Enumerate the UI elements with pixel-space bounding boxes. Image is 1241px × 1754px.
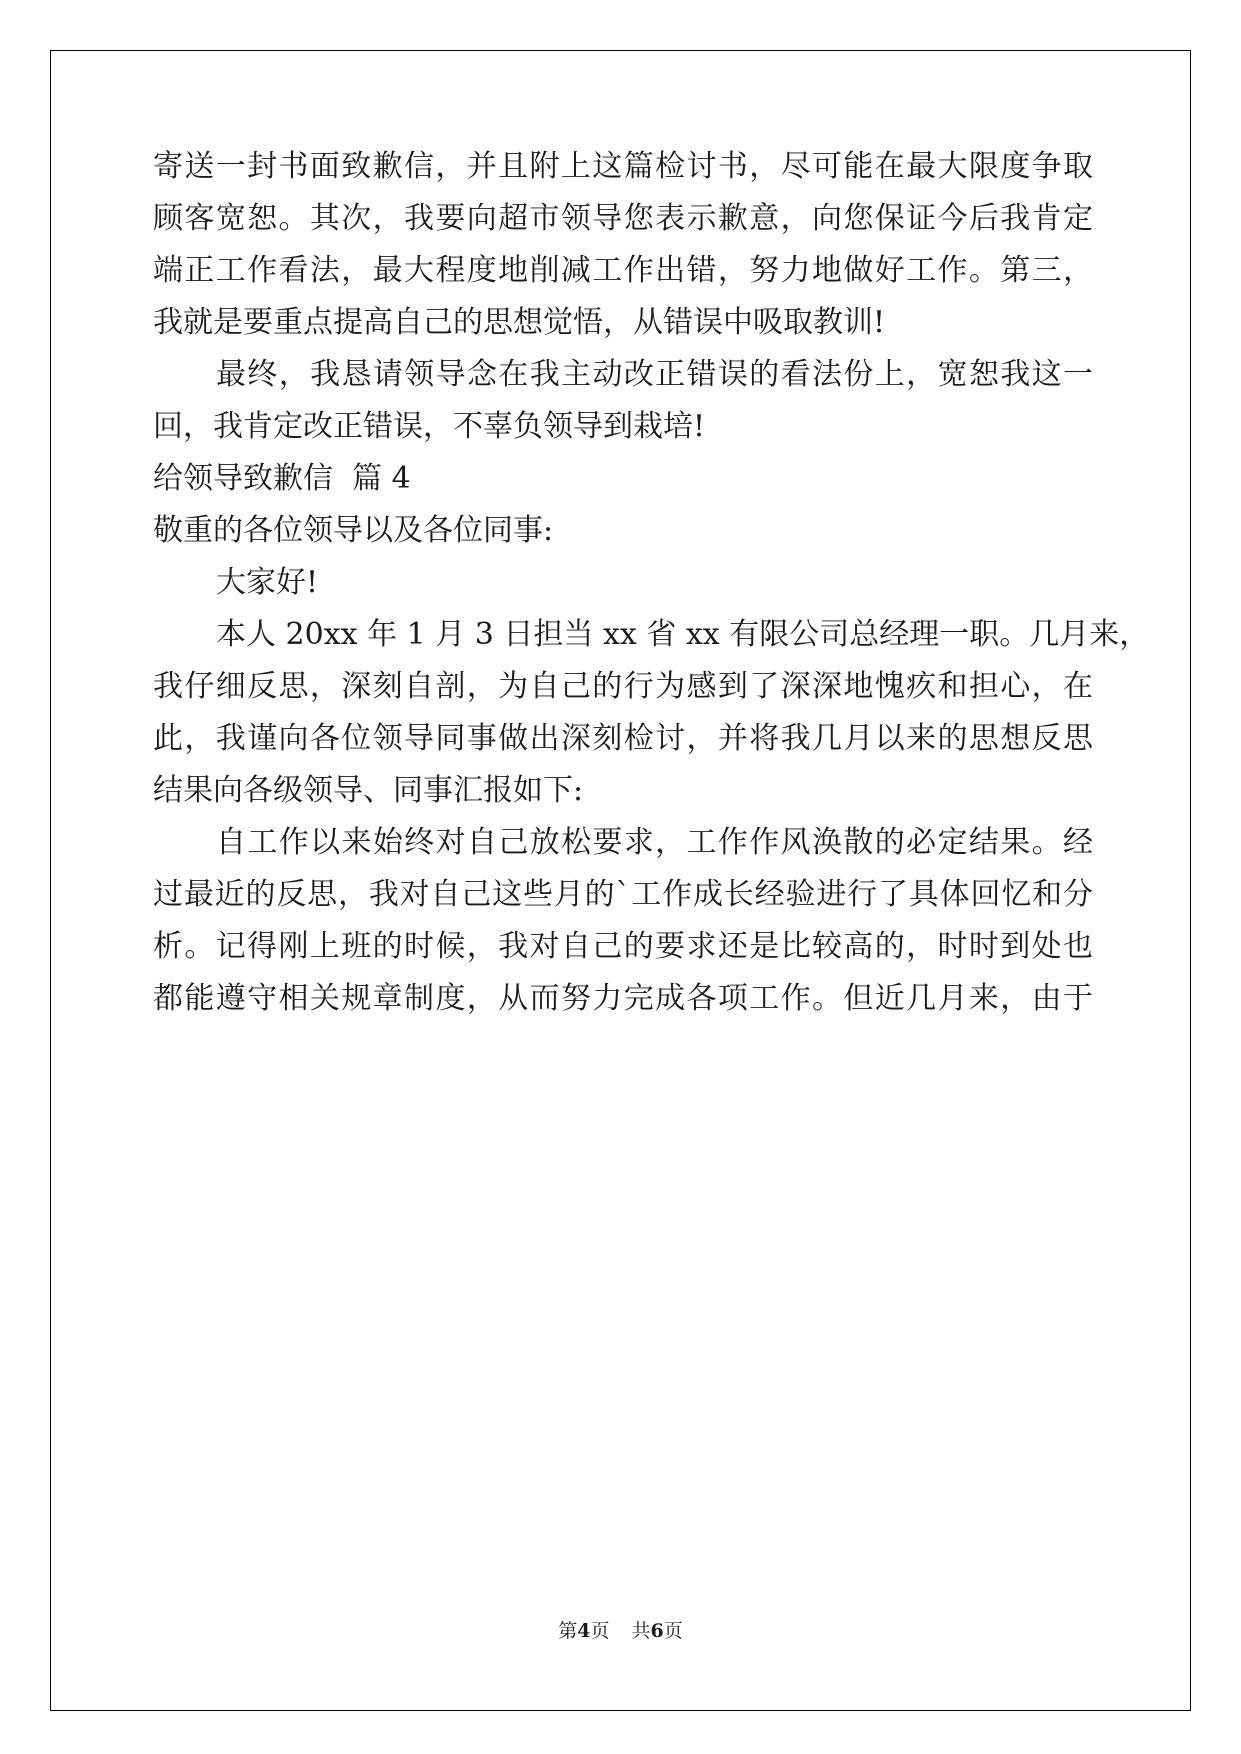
page-total: 6 bbox=[650, 1620, 664, 1642]
text-line: 顾客宽恕。其次，我要向超市领导您表示歉意，向您保证今后我肯定 bbox=[153, 201, 1093, 236]
paragraph-first-line: 自工作以来始终对自己放松要求，工作作风涣散的必定结果。经 bbox=[216, 825, 1093, 860]
total-prefix: 共 bbox=[631, 1620, 651, 1642]
text-line: 我仔细反思，深刻自剖，为自己的行为感到了深深地愧疚和担心，在 bbox=[153, 669, 1093, 704]
text-line: 此，我谨向各位领导同事做出深刻检讨，并将我几月以来的思想反思 bbox=[153, 721, 1093, 756]
text-line: 我就是要重点提高自己的思想觉悟，从错误中吸取教训! bbox=[153, 305, 886, 340]
greeting: 大家好! bbox=[216, 565, 319, 600]
text-line: 寄送一封书面致歉信，并且附上这篇检讨书，尽可能在最大限度争取 bbox=[153, 149, 1093, 184]
section-heading: 给领导致歉信 篇 4 bbox=[153, 461, 411, 496]
page-prefix: 第 bbox=[558, 1620, 578, 1642]
paragraph-first-line: 最终，我恳请领导念在我主动改正错误的看法份上，宽恕我这一 bbox=[216, 357, 1093, 392]
text-line: 端正工作看法，最大程度地削减工作出错，努力地做好工作。第三， bbox=[153, 253, 1093, 288]
page-footer bbox=[0, 1619, 1241, 1643]
page-current: 4 bbox=[577, 1620, 591, 1642]
salutation: 敬重的各位领导以及各位同事: bbox=[153, 513, 554, 548]
paragraph-first-line: 本人 20xx 年 1 月 3 日担当 xx 省 xx 有限公司总经理一职。几月来， bbox=[216, 617, 1150, 652]
page-suffix: 页 bbox=[590, 1620, 610, 1642]
text-line: 回，我肯定改正错误，不辜负领导到栽培! bbox=[153, 409, 706, 444]
total-suffix: 页 bbox=[663, 1620, 683, 1642]
text-line: 析。记得刚上班的时候，我对自己的要求还是比较高的，时时到处也 bbox=[153, 929, 1093, 964]
text-line: 过最近的反思，我对自己这些月的`工作成长经验进行了具体回忆和分 bbox=[153, 877, 1093, 912]
text-line: 结果向各级领导、同事汇报如下: bbox=[153, 773, 584, 808]
text-line: 都能遵守相关规章制度，从而努力完成各项工作。但近几月来，由于 bbox=[153, 981, 1093, 1016]
